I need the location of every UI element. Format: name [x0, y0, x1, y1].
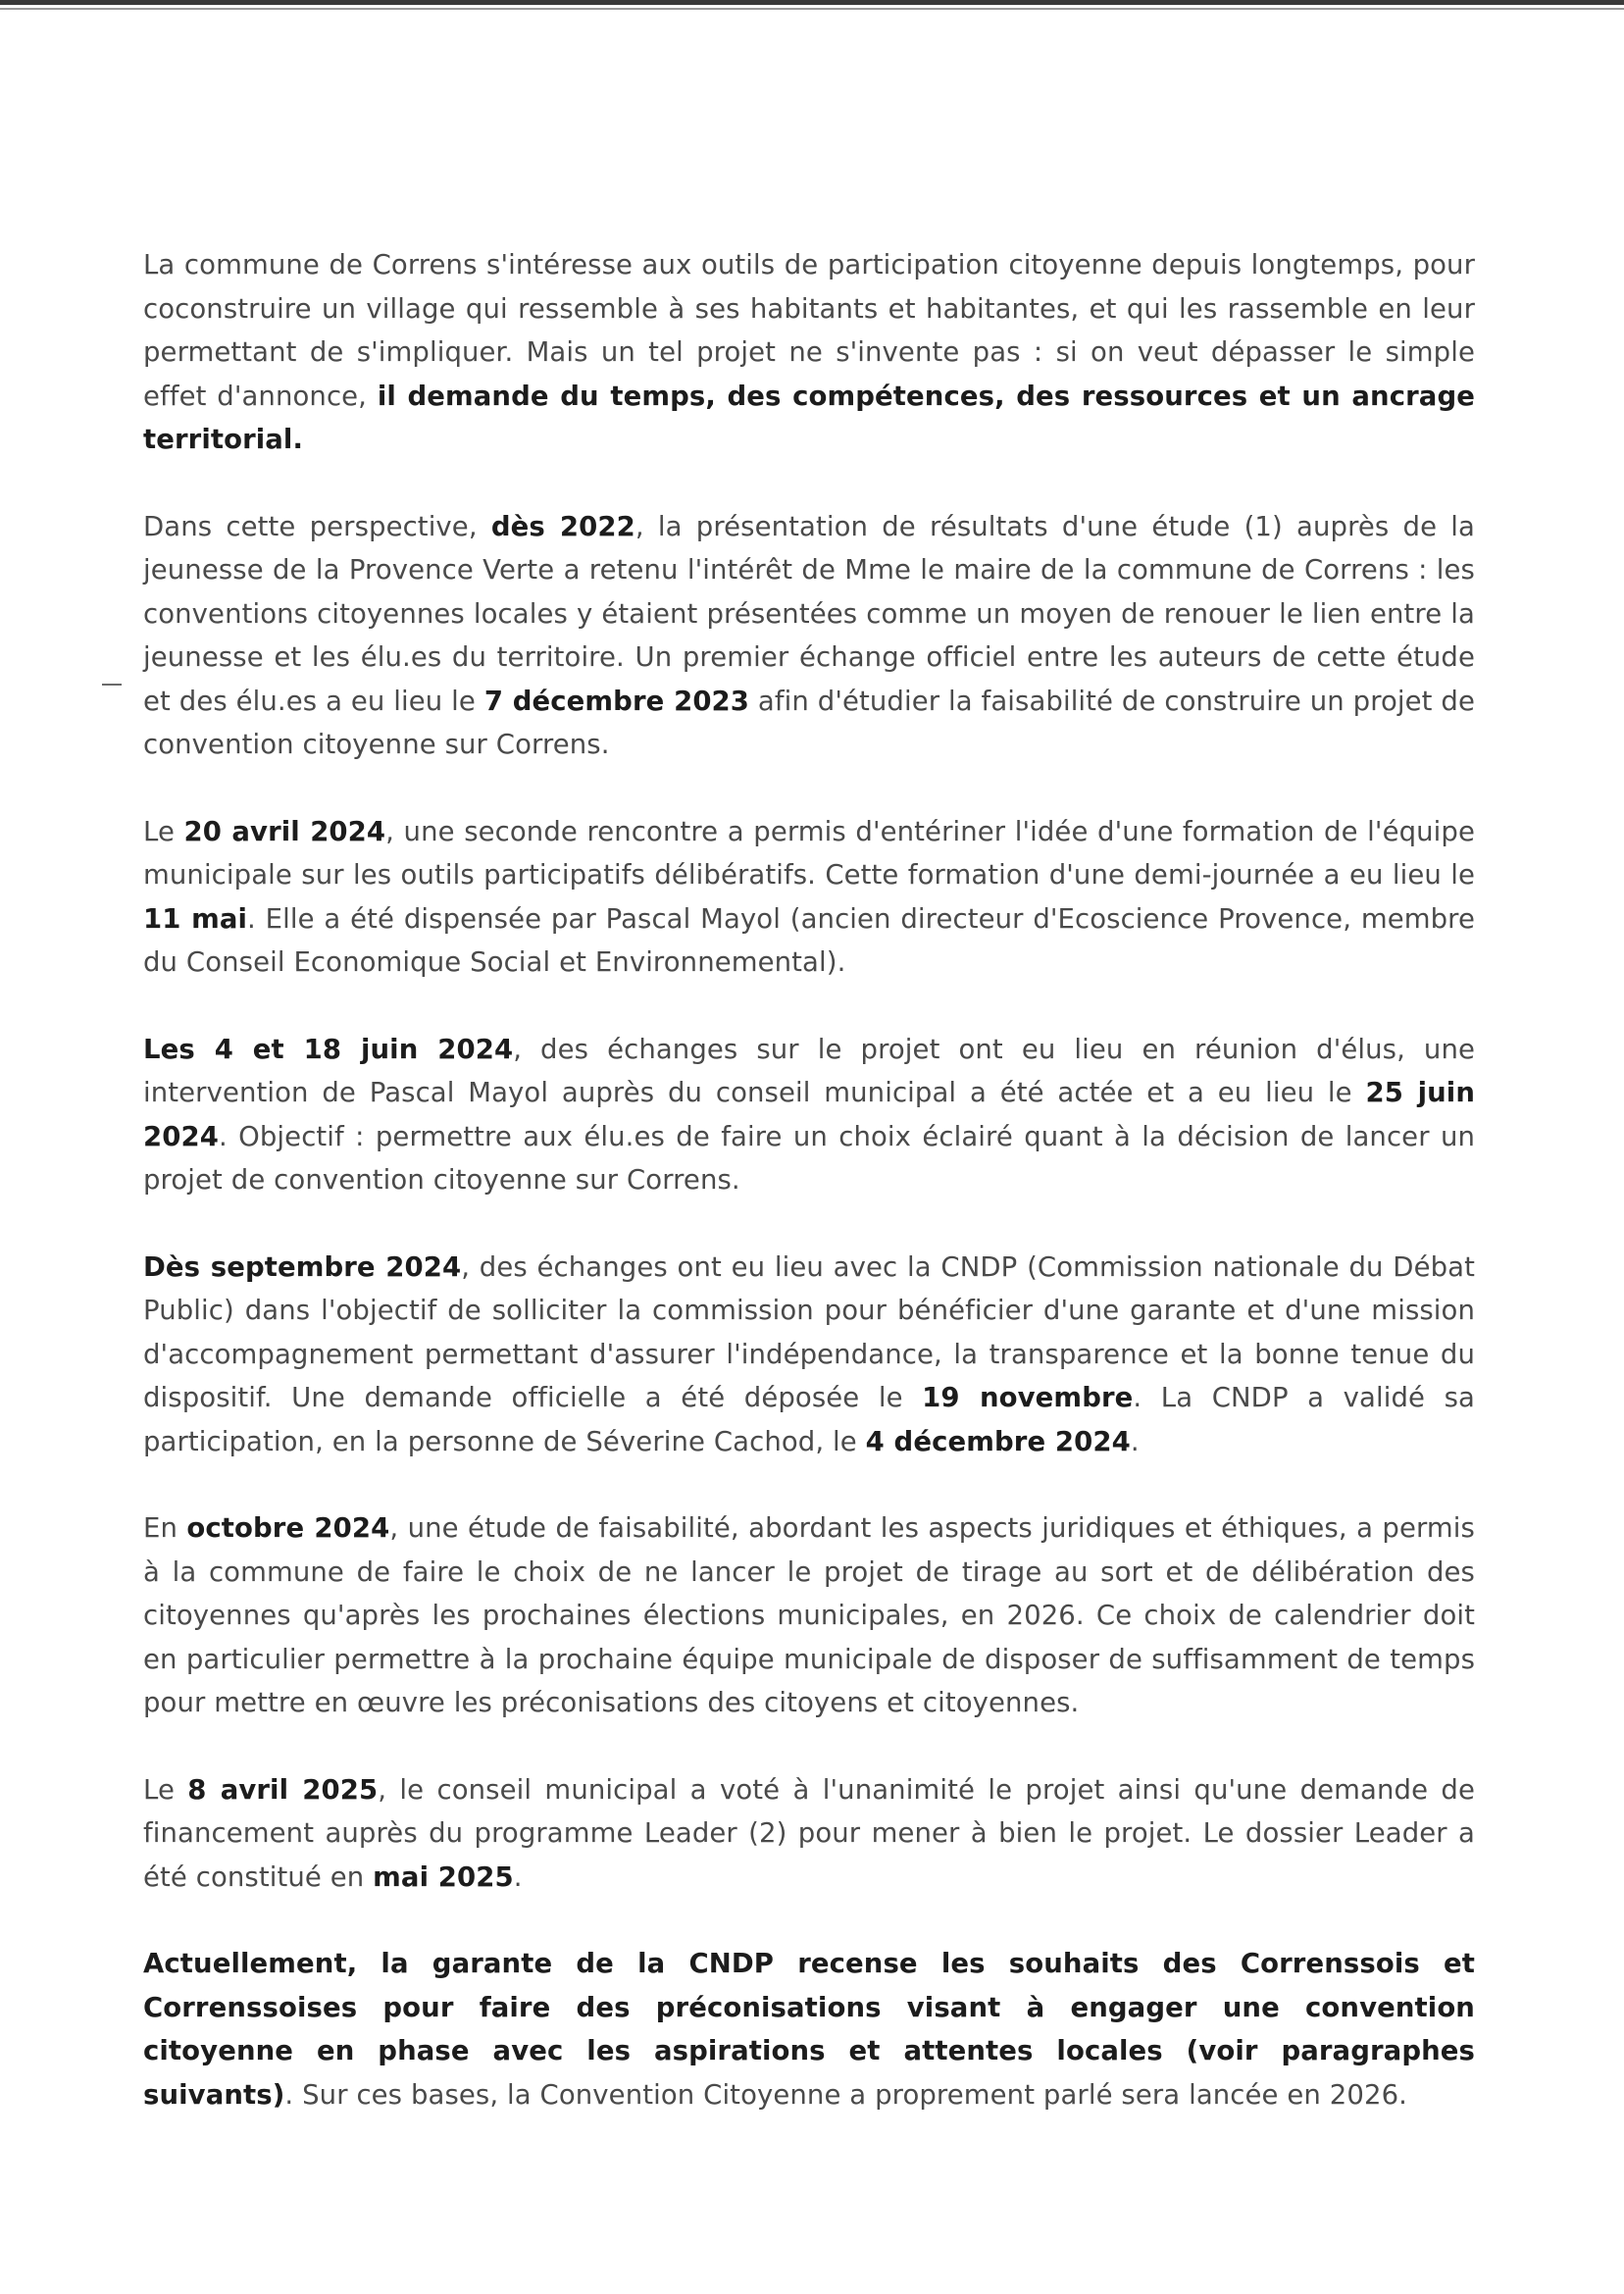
text-segment: .: [513, 1861, 523, 1893]
bold-segment: 25 juin 2024: [143, 1077, 1475, 1152]
bold-segment: 19 novembre: [922, 1382, 1134, 1413]
margin-mark: [102, 684, 122, 686]
bold-segment: 20 avril 2024: [183, 815, 386, 847]
bold-segment: 8 avril 2025: [187, 1773, 379, 1806]
text-segment: Le: [143, 815, 184, 847]
text-segment: . Objectif : permettre aux élu.es de faire un choix éclairé quant à la décision de lancer un projet de convention citoyenne sur Correns.: [143, 1120, 1475, 1196]
text-segment: , une étude de faisabilité, abordant les aspects juridiques et éthiques, a permis à la commune de faire le choix de ne lancer le projet de tirage au sort et de délibération des citoyennes qu'après les prochaines élections municipales, en 2026. Ce choix de calendrier doit en particulier permettre à la prochaine équipe municipale de disposer de suffisamment de temps pour mettre en œuvre les préconisations des citoyens et citoyennes.: [143, 1512, 1475, 1718]
bold-segment: Les 4 et 18 juin 2024: [143, 1033, 514, 1065]
text-segment: La commune de Correns s'intéresse aux outils de participation citoyenne depuis longtemps, pour coconstruire un village qui ressemble à ses habitants et habitantes, et qui les rassemble en leur permettant de s'impliquer. Mais un tel projet ne s'invente pas : si on veut dépasser le simple effet d'annonce,: [143, 249, 1475, 412]
bold-segment: 4 décembre 2024: [865, 1425, 1131, 1457]
text-segment: . La CNDP a validé sa participation, en la personne de Séverine Cachod, le: [143, 1382, 1475, 1457]
text-segment: , le conseil municipal a voté à l'unanimité le projet ainsi qu'une demande de financement auprès du programme Leader (2) pour mener à bien le projet. Le dossier Leader a été constitué en: [143, 1773, 1475, 1893]
top-border-line: [0, 0, 1624, 5]
top-border-line-light: [0, 8, 1624, 10]
paragraph-septembre-2024: [143, 1246, 1475, 1464]
text-segment: Le: [143, 1773, 188, 1806]
bold-segment: Dès septembre 2024: [143, 1250, 462, 1283]
bold-segment: 11 mai: [143, 902, 248, 935]
paragraph-avril-2024: [143, 810, 1475, 985]
document-body: [143, 243, 1475, 2160]
text-segment: .: [1130, 1425, 1140, 1457]
bold-segment: Actuellement, la garante de la CNDP recense les souhaits des Correnssois et Correnssoises pour faire des préconisations visant à engager une convention citoyenne en phase avec les aspirations et attentes locales (voir paragraphes suivants): [143, 1948, 1475, 2111]
text-segment: , des échanges ont eu lieu avec la CNDP (Commission nationale du Débat Public) dans l'objectif de solliciter la commission pour bénéficier d'une garante et d'une mission d'accompagnement permettant d'assurer l'indépendance, la transparence et la bonne tenue du dispositif. Une demande officielle a été déposée le: [143, 1250, 1475, 1413]
bold-segment: dès 2022: [490, 510, 635, 542]
text-segment: En: [143, 1512, 187, 1544]
text-segment: , la présentation de résultats d'une étude (1) auprès de la jeunesse de la Provence Verte a retenu l'intérêt de Mme le maire de la commune de Correns : les conventions citoyennes locales y étaient présentées comme un moyen de renouer le lien entre la jeunesse et les élu.es du territoire. Un premier échange officiel entre les auteurs de cette étude et des élu.es a eu lieu le: [143, 510, 1475, 717]
paragraph-octobre-2024: [143, 1506, 1475, 1725]
text-segment: . Sur ces bases, la Convention Citoyenne a proprement parlé sera lancée en 2026.: [284, 2078, 1408, 2111]
text-segment: afin d'étudier la faisabilité de construire un projet de convention citoyenne sur Correns.: [143, 685, 1475, 760]
text-segment: Dans cette perspective,: [143, 510, 491, 542]
text-segment: , une seconde rencontre a permis d'entériner l'idée d'une formation de l'équipe municipale sur les outils participatifs délibératifs. Cette formation d'une demi-journée a eu lieu le: [143, 815, 1475, 891]
bold-segment: 7 décembre 2023: [483, 685, 750, 717]
bold-segment: octobre 2024: [186, 1512, 390, 1544]
bold-segment: mai 2025: [373, 1861, 514, 1893]
paragraph-intro: [143, 243, 1475, 462]
paragraph-actuellement: [143, 1942, 1475, 2116]
paragraph-juin-2024: [143, 1028, 1475, 1202]
text-segment: , des échanges sur le projet ont eu lieu en réunion d'élus, une intervention de Pascal Mayol auprès du conseil municipal a été actée et a eu lieu le: [143, 1033, 1476, 1108]
paragraph-perspective-2022: [143, 505, 1475, 767]
paragraph-avril-2025: [143, 1768, 1475, 1900]
text-segment: . Elle a été dispensée par Pascal Mayol (ancien directeur d'Ecoscience Provence, membre du Conseil Economique Social et Environnemental).: [143, 902, 1475, 978]
bold-segment: il demande du temps, des compétences, des ressources et un ancrage territorial.: [143, 380, 1475, 455]
